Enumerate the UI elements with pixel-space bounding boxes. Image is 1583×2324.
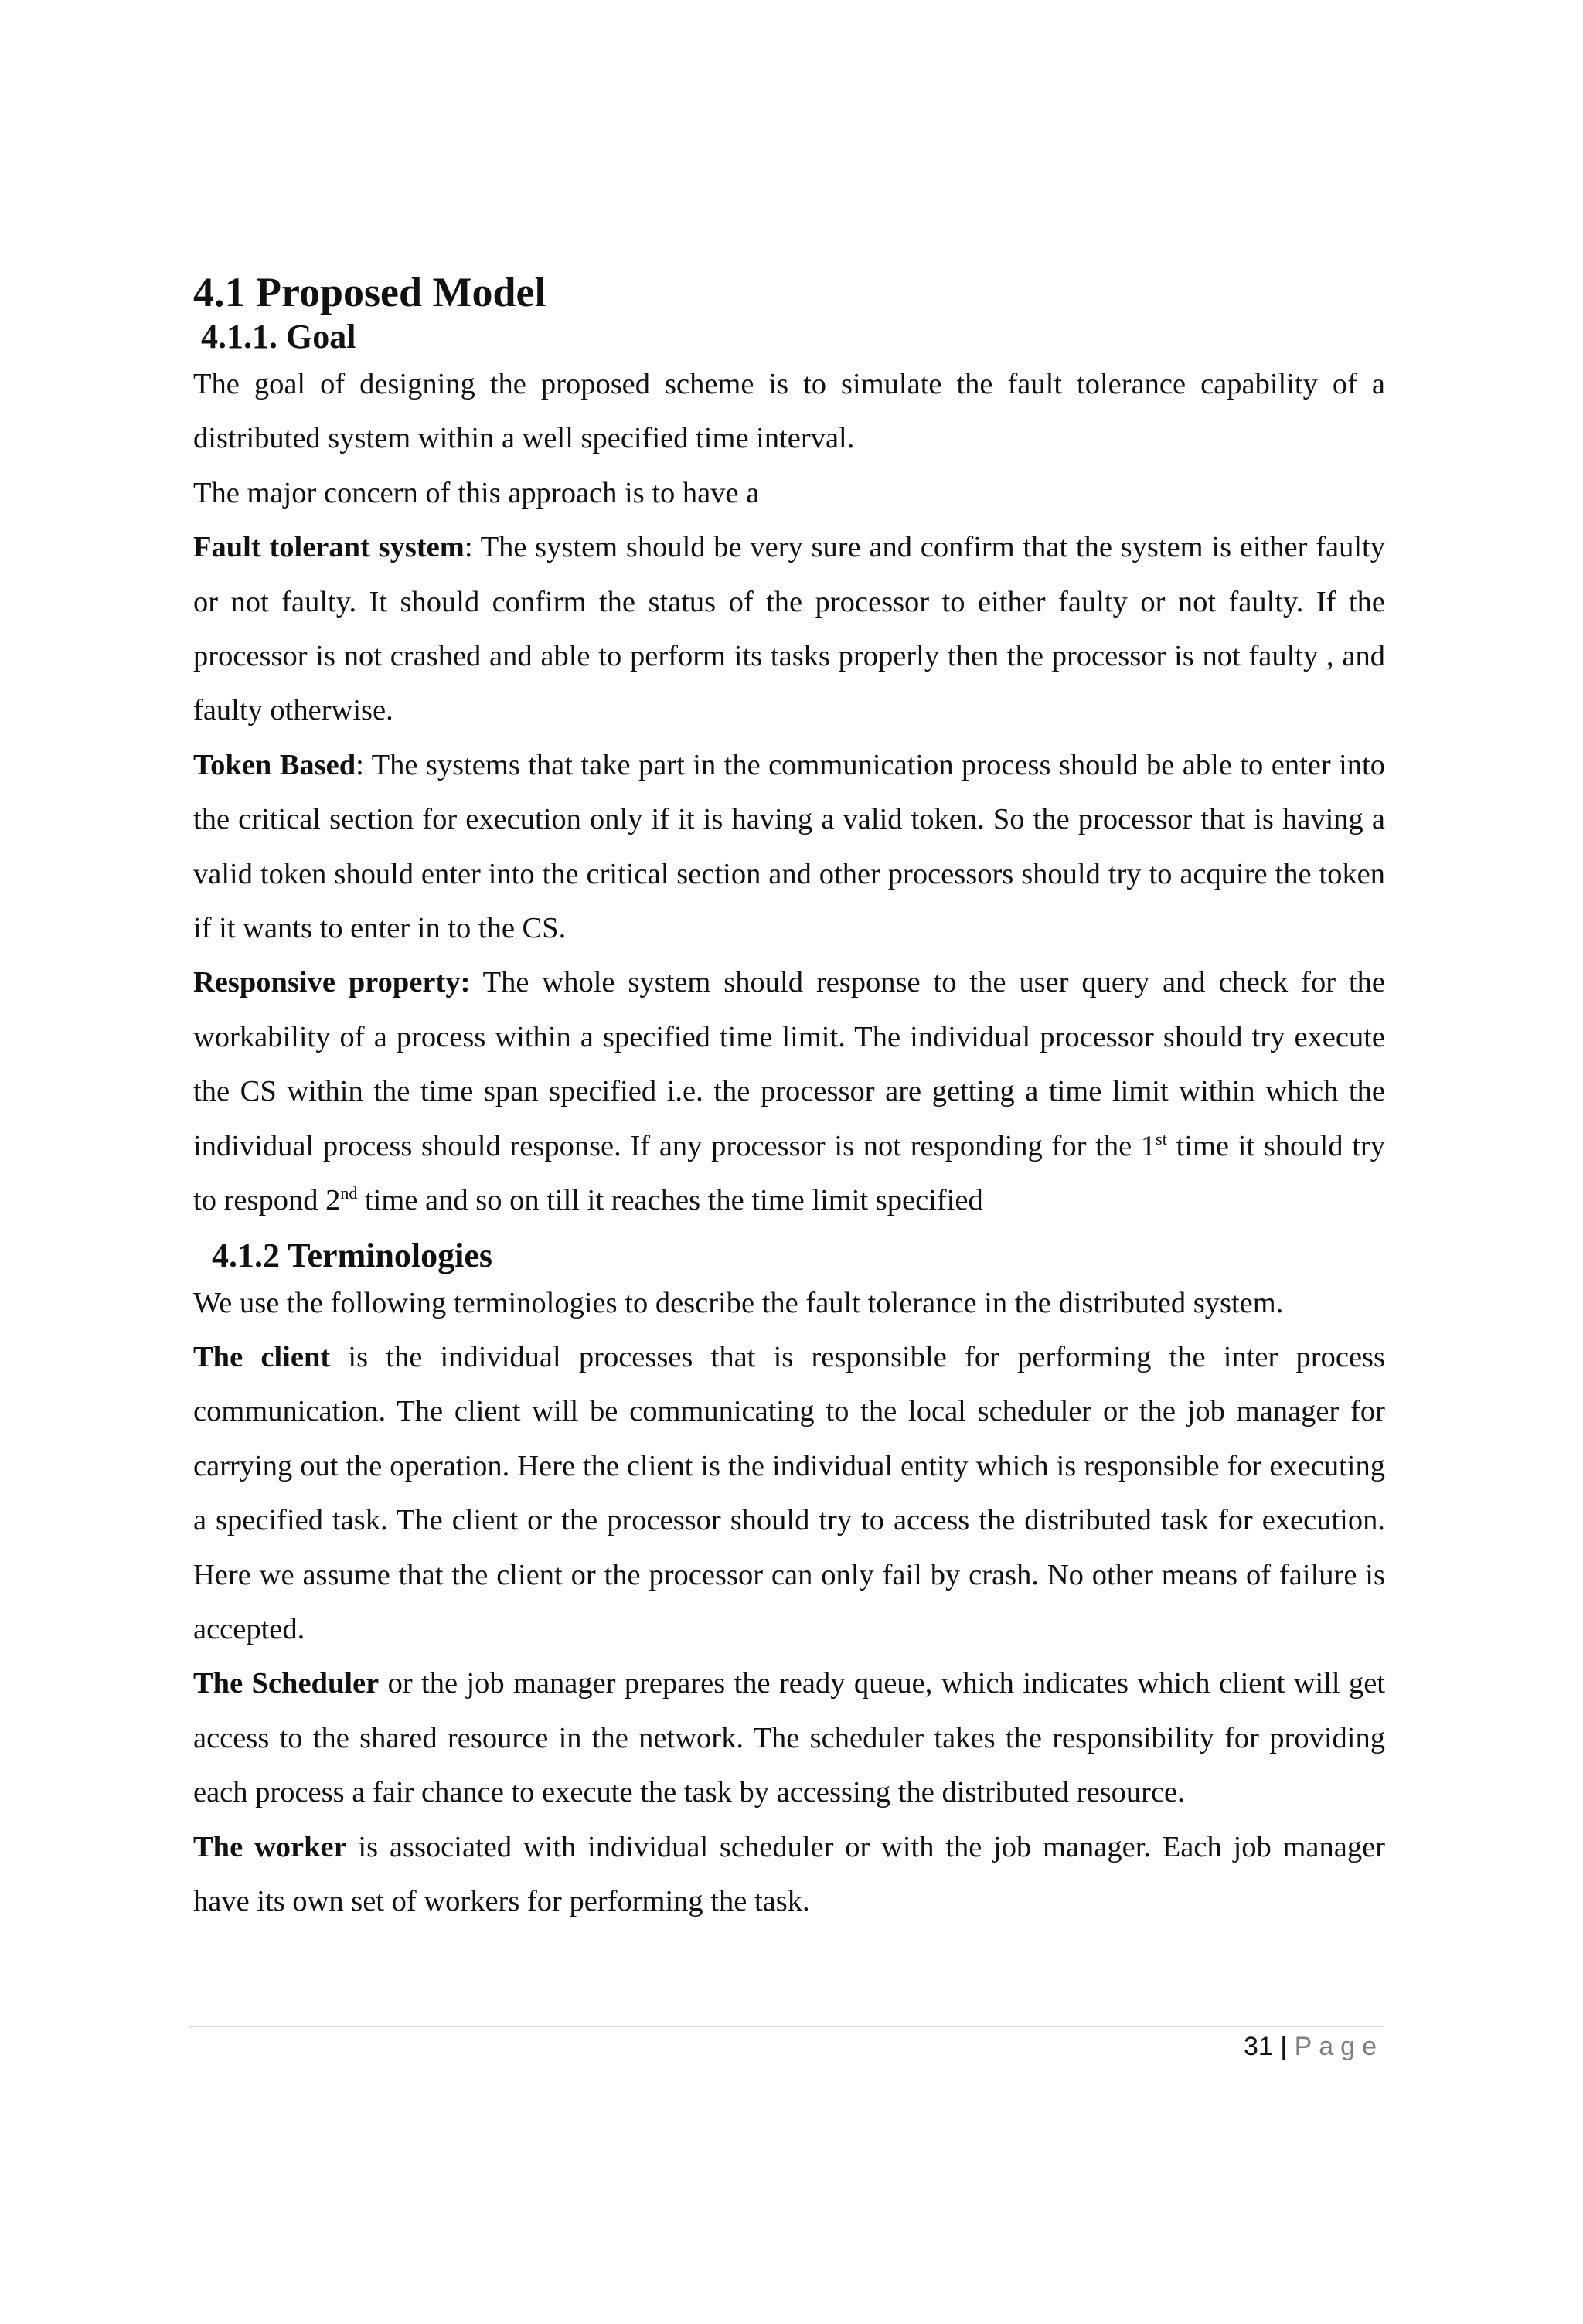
- scheduler-term: The Scheduler: [193, 1667, 380, 1700]
- responsive-term: Responsive property:: [193, 966, 471, 999]
- fault-tolerant-term: Fault tolerant system: [193, 531, 465, 564]
- responsive-text-1: The whole system should response to the user query and check for the workability of a process within a specified time limit. The individual processor should try execute the CS within the time span specified i.e. the processor are getting a time limit within which the individual process should response. If any processor is not responding for the 1: [193, 966, 1385, 1162]
- token-based-paragraph: [193, 738, 1385, 956]
- scheduler-text: or the job manager prepares the ready queue, which indicates which client will get access to the shared resource in the network. The scheduler takes the responsibility for providing each process a fair chance to execute the task by accessing the distributed resource.: [193, 1667, 1385, 1809]
- fault-tolerant-text: : The system should be very sure and confirm that the system is either faulty or not faulty. It should confirm the status of the processor to either faulty or not faulty. If the processor is not crashed and able to perform its tasks properly then the processor is not faulty , and faulty otherwise.: [193, 531, 1385, 727]
- page-footer: [1244, 2031, 1384, 2062]
- token-based-term: Token Based: [193, 748, 356, 781]
- superscript-st: st: [1156, 1128, 1167, 1148]
- client-term: The client: [193, 1340, 331, 1373]
- worker-term: The worker: [193, 1830, 347, 1863]
- page-content: [193, 267, 1385, 1928]
- footer-divider: [189, 2026, 1384, 2027]
- client-text: is the individual processes that is responsible for performing the inter process communication. The client will be communicating to the local scheduler or the job manager for carrying out the operation. Here the client is the individual entity which is responsible for executing a specified task. The client or the processor should try to access the distributed task for execution. Here we assume that the client or the processor can only fail by crash. No other means of failure is accepted.: [193, 1340, 1385, 1645]
- section-title: 4.1 Proposed Model: [193, 269, 546, 315]
- worker-text: is associated with individual scheduler or with the job manager. Each job manager have its own set of workers for performing the task.: [193, 1830, 1385, 1917]
- responsive-paragraph: [193, 955, 1385, 1227]
- goal-heading: 4.1.1. Goal: [201, 318, 356, 356]
- superscript-nd: nd: [340, 1183, 358, 1203]
- client-paragraph: [193, 1330, 1385, 1656]
- goal-concern-paragraph: The major concern of this approach is to have a: [193, 476, 760, 509]
- page-label: Page: [1294, 2032, 1384, 2061]
- goal-intro-paragraph: The goal of designing the proposed scheme is to simulate the fault tolerance capability of a distributed system within a well specified time interval.: [193, 368, 1385, 455]
- responsive-text-2: time it should try to respond 2: [193, 1129, 1385, 1217]
- worker-paragraph: [193, 1820, 1385, 1929]
- page-number: 31: [1244, 2032, 1273, 2061]
- terminologies-heading: 4.1.2 Terminologies: [212, 1236, 493, 1274]
- footer-separator: |: [1280, 2032, 1288, 2061]
- responsive-text-3: time and so on till it reaches the time limit specified: [357, 1184, 983, 1217]
- scheduler-paragraph: [193, 1656, 1385, 1819]
- terminologies-intro-paragraph: We use the following terminologies to describe the fault tolerance in the distributed system.: [193, 1286, 1284, 1319]
- token-based-text: : The systems that take part in the communication process should be able to enter into the critical section for execution only if it is having a valid token. So the processor that is having a valid token should enter into the critical section and other processors should try to acquire the token if it wants to enter in to the CS.: [193, 748, 1386, 945]
- fault-tolerant-paragraph: [193, 520, 1385, 738]
